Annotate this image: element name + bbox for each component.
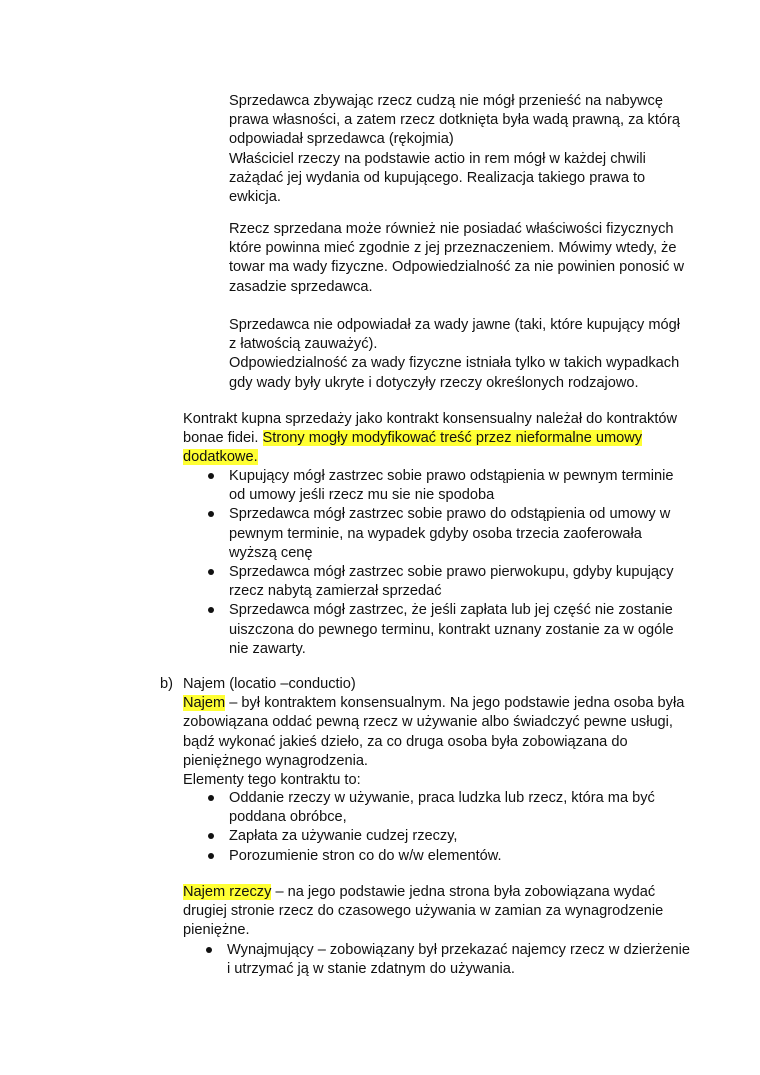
- text-line: nie zawarty.: [229, 640, 306, 657]
- list-item: [229, 467, 674, 505]
- text-line: pieniężne.: [183, 922, 250, 939]
- list-item: [229, 789, 655, 827]
- highlighted-term: Najem: [183, 695, 226, 712]
- text-line: [183, 429, 677, 448]
- text-line: bądź wykonać jakieś dzieło, za co druga osoba była zobowiązana do: [183, 733, 628, 750]
- text-line: z łatwością zauważyć).: [229, 336, 378, 353]
- text-line: gdy wady były ukryte i dotyczyły rzeczy określonych rodzajowo.: [229, 374, 639, 391]
- bullet-icon: [208, 607, 214, 613]
- text-line: zażądać jej wydania od kupującego. Realizacja takiego prawa to: [229, 169, 646, 186]
- text-line: [183, 448, 677, 467]
- text-line: Właściciel rzeczy na podstawie actio in rem mógł w każdej chwili: [229, 150, 646, 167]
- bullet-icon: [208, 833, 214, 839]
- paragraph-visible-defects: [229, 316, 680, 393]
- text-line: pieniężnego wynagrodzenia.: [183, 752, 368, 769]
- text-line: Oddanie rzeczy w używanie, praca ludzka lub rzecz, która ma być: [229, 790, 655, 806]
- text-line: Sprzedawca mógł zastrzec, że jeśli zapłata lub jej część nie zostanie: [229, 602, 673, 619]
- text-line: Elementy tego kontraktu to:: [183, 772, 361, 789]
- text-line: [183, 883, 663, 902]
- bullet-icon: [208, 569, 214, 575]
- text-line: drugiej stronie rzecz do czasowego używania w zamian za wynagrodzenie: [183, 903, 664, 920]
- paragraph-najem: [183, 675, 684, 790]
- text-line: Porozumienie stron co do w/w elementów.: [229, 847, 502, 864]
- text-line: zasadzie sprzedawca.: [229, 278, 373, 295]
- paragraph-legal-defect: [229, 92, 680, 207]
- list-item: [229, 601, 674, 659]
- text-span: – na jego podstawie jedna strona była zobowiązana wydać: [271, 884, 656, 900]
- text-line: [183, 694, 684, 713]
- text-line: uiszczona do pewnego terminu, kontrakt uznany zostanie za w ogóle: [229, 621, 674, 638]
- text-line: zobowiązana oddać pewną rzecz w używanie albo świadczyć pewne usługi,: [183, 714, 673, 731]
- bullet-icon: [208, 511, 214, 517]
- text-line: Zapłata za używanie cudzej rzeczy,: [229, 828, 458, 845]
- bullet-icon: [206, 947, 212, 953]
- text-line: ewkicja.: [229, 189, 281, 206]
- text-line: pewnym terminie, na wypadek gdyby osoba trzecia zaoferowała: [229, 525, 642, 542]
- paragraph-physical-defect: [229, 220, 684, 297]
- text-line: poddana obróbce,: [229, 809, 347, 826]
- bullet-icon: [208, 795, 214, 801]
- bullet-icon: [208, 853, 214, 859]
- text-line: Kupujący mógł zastrzec sobie prawo odstąpienia w pewnym terminie: [229, 468, 674, 484]
- text-line: Sprzedawca mógł zastrzec sobie prawo do odstąpienia od umowy w: [229, 506, 671, 523]
- list-item: [229, 827, 655, 846]
- text-span: bonae fidei.: [183, 430, 263, 447]
- text-line: od umowy jeśli rzecz mu sie nie spodoba: [229, 487, 495, 504]
- text-span: – był kontraktem konsensualnym. Na jego podstawie jedna osoba była: [225, 695, 685, 712]
- bullet-icon: [208, 473, 214, 479]
- list-item: [229, 563, 674, 601]
- text-line: i utrzymać ją w stanie zdatnym do używania.: [227, 961, 515, 978]
- text-line: odpowiadał sprzedawca (rękojmia): [229, 131, 454, 148]
- text-line: Odpowiedzialność za wady fizyczne istniała tylko w takich wypadkach: [229, 355, 680, 372]
- text-line: Wynajmujący – zobowiązany był przekazać najemcy rzecz w dzierżenie: [227, 942, 691, 958]
- text-line: towar ma wady fizyczne. Odpowiedzialność za nie powinien ponosić w: [229, 259, 685, 276]
- text-line: Sprzedawca nie odpowiadał za wady jawne (taki, które kupujący mógł: [229, 317, 681, 333]
- highlighted-text: Strony mogły modyfikować treść przez nieformalne umowy: [262, 430, 643, 447]
- section-marker: b): [160, 676, 173, 692]
- paragraph-najem-rzeczy: [183, 883, 663, 941]
- highlighted-text: dodatkowe.: [183, 449, 258, 466]
- text-line: które powinna mieć zgodnie z jej przeznaczeniem. Mówimy wtedy, że: [229, 240, 677, 257]
- text-line: Sprzedawca zbywając rzecz cudzą nie mógł przenieść na nabywcę: [229, 93, 663, 109]
- bullet-list-elements: [229, 789, 655, 866]
- section-heading: Najem (locatio –conductio): [183, 676, 356, 692]
- text-line: Sprzedawca mógł zastrzec sobie prawo pierwokupu, gdyby kupujący: [229, 564, 674, 581]
- text-line: prawa własności, a zatem rzecz dotknięta była wadą prawną, za którą: [229, 112, 681, 129]
- list-item: [227, 941, 690, 979]
- text-line: wyższą cenę: [229, 544, 313, 561]
- text-line: Kontrakt kupna sprzedaży jako kontrakt konsensualny należał do kontraktów: [183, 411, 678, 427]
- paragraph-bonae-fidei: [183, 410, 677, 468]
- text-line: Rzecz sprzedana może również nie posiadać właściwości fizycznych: [229, 221, 674, 237]
- bullet-list-sale-clauses: [229, 467, 674, 659]
- list-item: [229, 847, 655, 866]
- highlighted-term: Najem rzeczy: [183, 884, 272, 900]
- list-item: [229, 505, 674, 563]
- text-line: rzecz nabytą zamierzał sprzedać: [229, 583, 442, 600]
- bullet-list-landlord: [227, 941, 690, 979]
